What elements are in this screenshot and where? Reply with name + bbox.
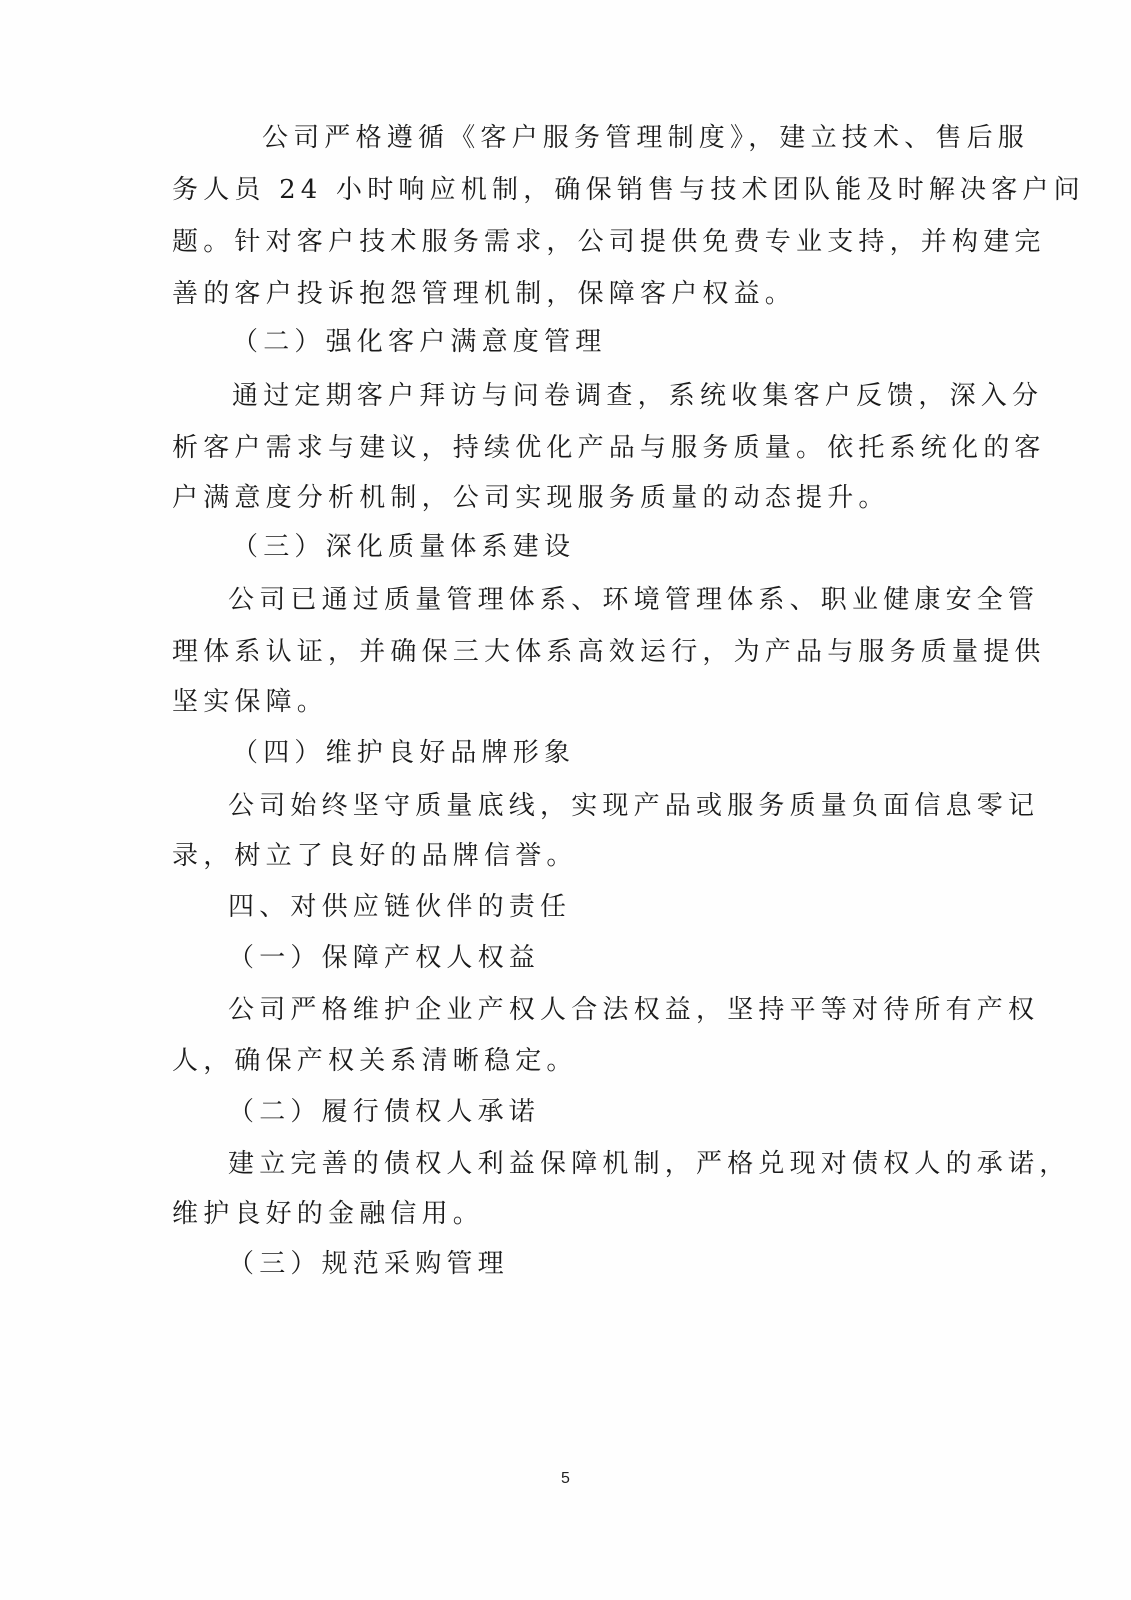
paragraph-line: 理体系认证，并确保三大体系高效运行，为产品与服务质量提供: [172, 637, 1046, 667]
paragraph-line: 户满意度分析机制，公司实现服务质量的动态提升。: [172, 483, 890, 513]
page-number: 5: [561, 1470, 570, 1487]
section-heading: （一）保障产权人权益: [228, 943, 541, 973]
section-heading: （三）规范采购管理: [228, 1249, 509, 1279]
section-heading: （四）维护良好品牌形象: [232, 738, 576, 768]
paragraph-line: 题。针对客户技术服务需求，公司提供免费专业支持，并构建完: [172, 227, 1046, 257]
chapter-heading: 四、对供应链伙伴的责任: [228, 892, 572, 922]
paragraph-line: 坚实保障。: [172, 687, 329, 717]
paragraph-line: 建立完善的债权人利益保障机制，严格兑现对债权人的承诺，: [228, 1149, 1071, 1179]
paragraph-line: 善的客户投诉抱怨管理机制，保障客户权益。: [172, 279, 797, 309]
paragraph-line: 务人员 24 小时响应机制，确保销售与技术团队能及时解决客户问: [172, 175, 1085, 205]
paragraph-line: 公司严格遵循《客户服务管理制度》，建立技术、售后服: [262, 123, 1030, 153]
paragraph-line: 维护良好的金融信用。: [172, 1199, 485, 1229]
paragraph-line: 人，确保产权关系清晰稳定。: [172, 1046, 578, 1076]
paragraph-line: 公司始终坚守质量底线，实现产品或服务质量负面信息零记: [228, 791, 1040, 821]
paragraph-line: 析客户需求与建议，持续优化产品与服务质量。依托系统化的客: [172, 433, 1046, 463]
paragraph-line: 公司已通过质量管理体系、环境管理体系、职业健康安全管: [228, 585, 1040, 615]
section-heading: （二）强化客户满意度管理: [232, 327, 607, 357]
paragraph-line: 录，树立了良好的品牌信誉。: [172, 841, 578, 871]
paragraph-line: 通过定期客户拜访与问卷调查，系统收集客户反馈，深入分: [232, 381, 1044, 411]
section-heading: （三）深化质量体系建设: [232, 532, 576, 562]
section-heading: （二）履行债权人承诺: [228, 1097, 541, 1127]
paragraph-line: 公司严格维护企业产权人合法权益，坚持平等对待所有产权: [228, 995, 1040, 1025]
